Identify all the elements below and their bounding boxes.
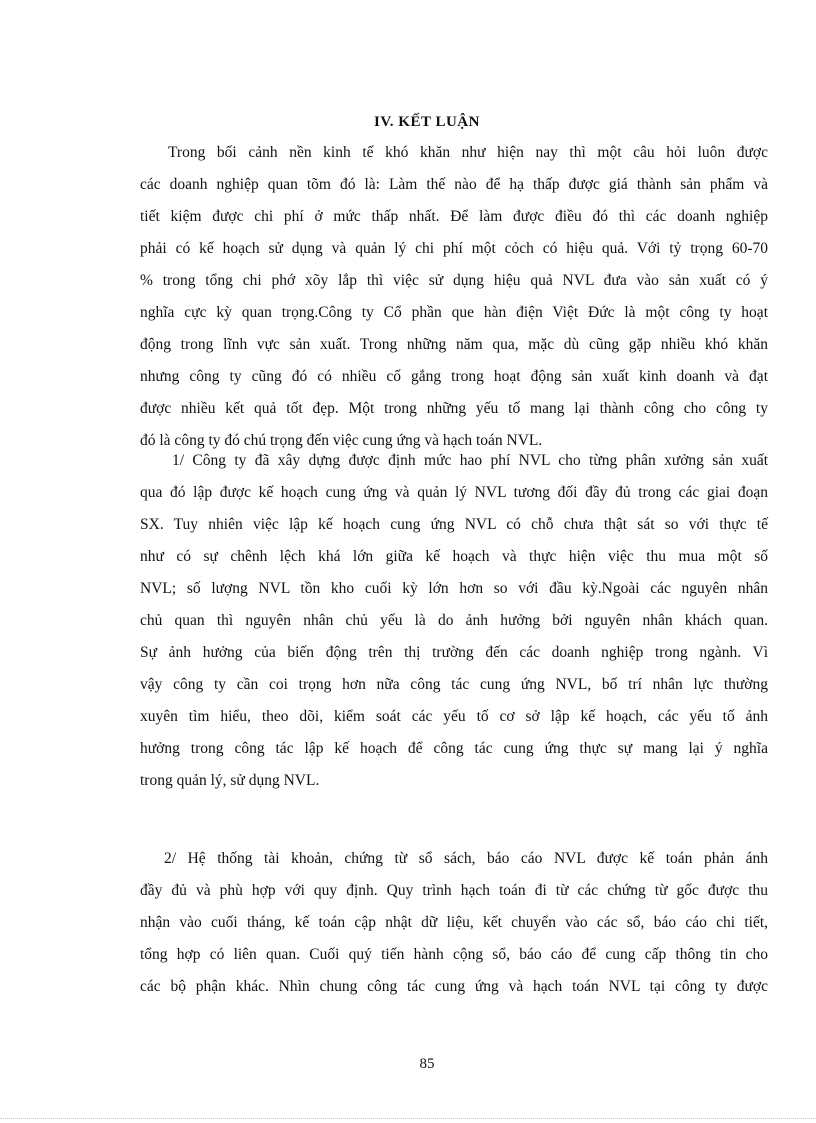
page-number: 85: [419, 1056, 435, 1072]
text-line: xuyên tìm hiểu, theo dõi, kiểm soát các yếu tố cơ sở lập kế hoạch, các yếu tố ảnh: [140, 708, 768, 725]
text-line: SX. Tuy nhiên việc lập kế hoạch cung ứng NVL có chỗ chưa thật sát so với thực tế: [140, 516, 768, 533]
paragraph-point-2: [140, 843, 768, 1003]
text-line: qua đó lập được kế hoạch cung ứng và quản lý NVL tương đối đầy đủ trong các giai đoạn: [140, 484, 768, 501]
text-line: nghĩa cực kỳ quan trọng.Công ty Cổ phần que hàn điện Việt Đức là một công ty hoạt: [140, 304, 768, 321]
text-line: Trong bối cảnh nền kinh tế khó khăn như hiện nay thì một câu hỏi luôn được: [168, 144, 768, 161]
text-line: được nhiều kết quả tốt đẹp. Một trong những yếu tố mang lại thành công cho công ty: [140, 400, 768, 417]
text-line: phải có kế hoạch sử dụng và quản lý chi phí một cỏch có hiệu quả. Với tỷ trọng 60-70: [140, 240, 768, 257]
section-heading: IV. KẾT LUẬN: [374, 114, 480, 130]
text-line: các doanh nghiệp quan tõm đó là: Làm thế nào để hạ thấp được giá thành sản phẩm và: [140, 176, 768, 193]
text-line: chủ quan thì nguyên nhân chủ yếu là do ảnh hưởng bởi nguyên nhân khách quan.: [140, 612, 768, 629]
text-line: đó là công ty đó chú trọng đến việc cung ứng và hạch toán NVL.: [140, 432, 543, 449]
text-line: hưởng trong công tác lập kế hoạch để công tác cung ứng thực sự mang lại ý nghĩa: [140, 740, 768, 757]
text-line: tiết kiệm được chi phí ở mức thấp nhất. Để làm được điều đó thì các doanh nghiệp: [140, 208, 768, 225]
text-line: như có sự chênh lệch khá lớn giữa kế hoạch và thực hiện việc thu mua một số: [140, 548, 768, 565]
text-line: % trong tổng chi phớ xõy lắp thì việc sử dụng hiệu quả NVL đưa vào sản xuất có ý: [140, 272, 768, 289]
text-line: 2/ Hệ thống tài khoản, chứng từ sổ sách, báo cáo NVL được kế toán phản ánh: [164, 850, 768, 867]
text-line: tổng hợp có liên quan. Cuối quý tiến hành cộng sổ, báo cáo để cung cấp thông tin cho: [140, 946, 768, 963]
paragraph-intro: [140, 137, 768, 457]
text-line: các bộ phận khác. Nhìn chung công tác cung ứng và hạch toán NVL tại công ty được: [140, 978, 768, 995]
text-line: nhưng công ty cũng đó có nhiều cố gắng trong hoạt động sản xuất kinh doanh và đạt: [140, 368, 768, 385]
text-line: trong quản lý, sử dụng NVL.: [140, 772, 320, 789]
text-line: 1/ Công ty đã xây dựng được định mức hao phí NVL cho từng phân xưởng sản xuất: [172, 452, 768, 469]
text-line: nhận vào cuối tháng, kế toán cập nhật dữ liệu, kết chuyển vào các sổ, báo cáo chi tiết,: [140, 914, 768, 931]
text-line: Sự ảnh hưởng của biến động trên thị trường đến các doanh nghiệp trong ngành. Vì: [140, 644, 768, 661]
text-line: động trong lĩnh vực sản xuất. Trong những năm qua, mặc dù cũng gặp nhiều khó khăn: [140, 336, 768, 353]
paragraph-point-1: [140, 445, 768, 797]
page-bottom-rule: [0, 1118, 816, 1119]
text-line: NVL; số lượng NVL tồn kho cuối kỳ lớn hơn so với đầu kỳ.Ngoài các nguyên nhân: [140, 580, 768, 597]
text-line: vậy công ty cần coi trọng hơn nữa công tác cung ứng NVL, bố trí nhân lực thường: [140, 676, 768, 693]
text-line: đầy đủ và phù hợp với quy định. Quy trình hạch toán đi từ các chứng từ gốc được thu: [140, 882, 768, 899]
